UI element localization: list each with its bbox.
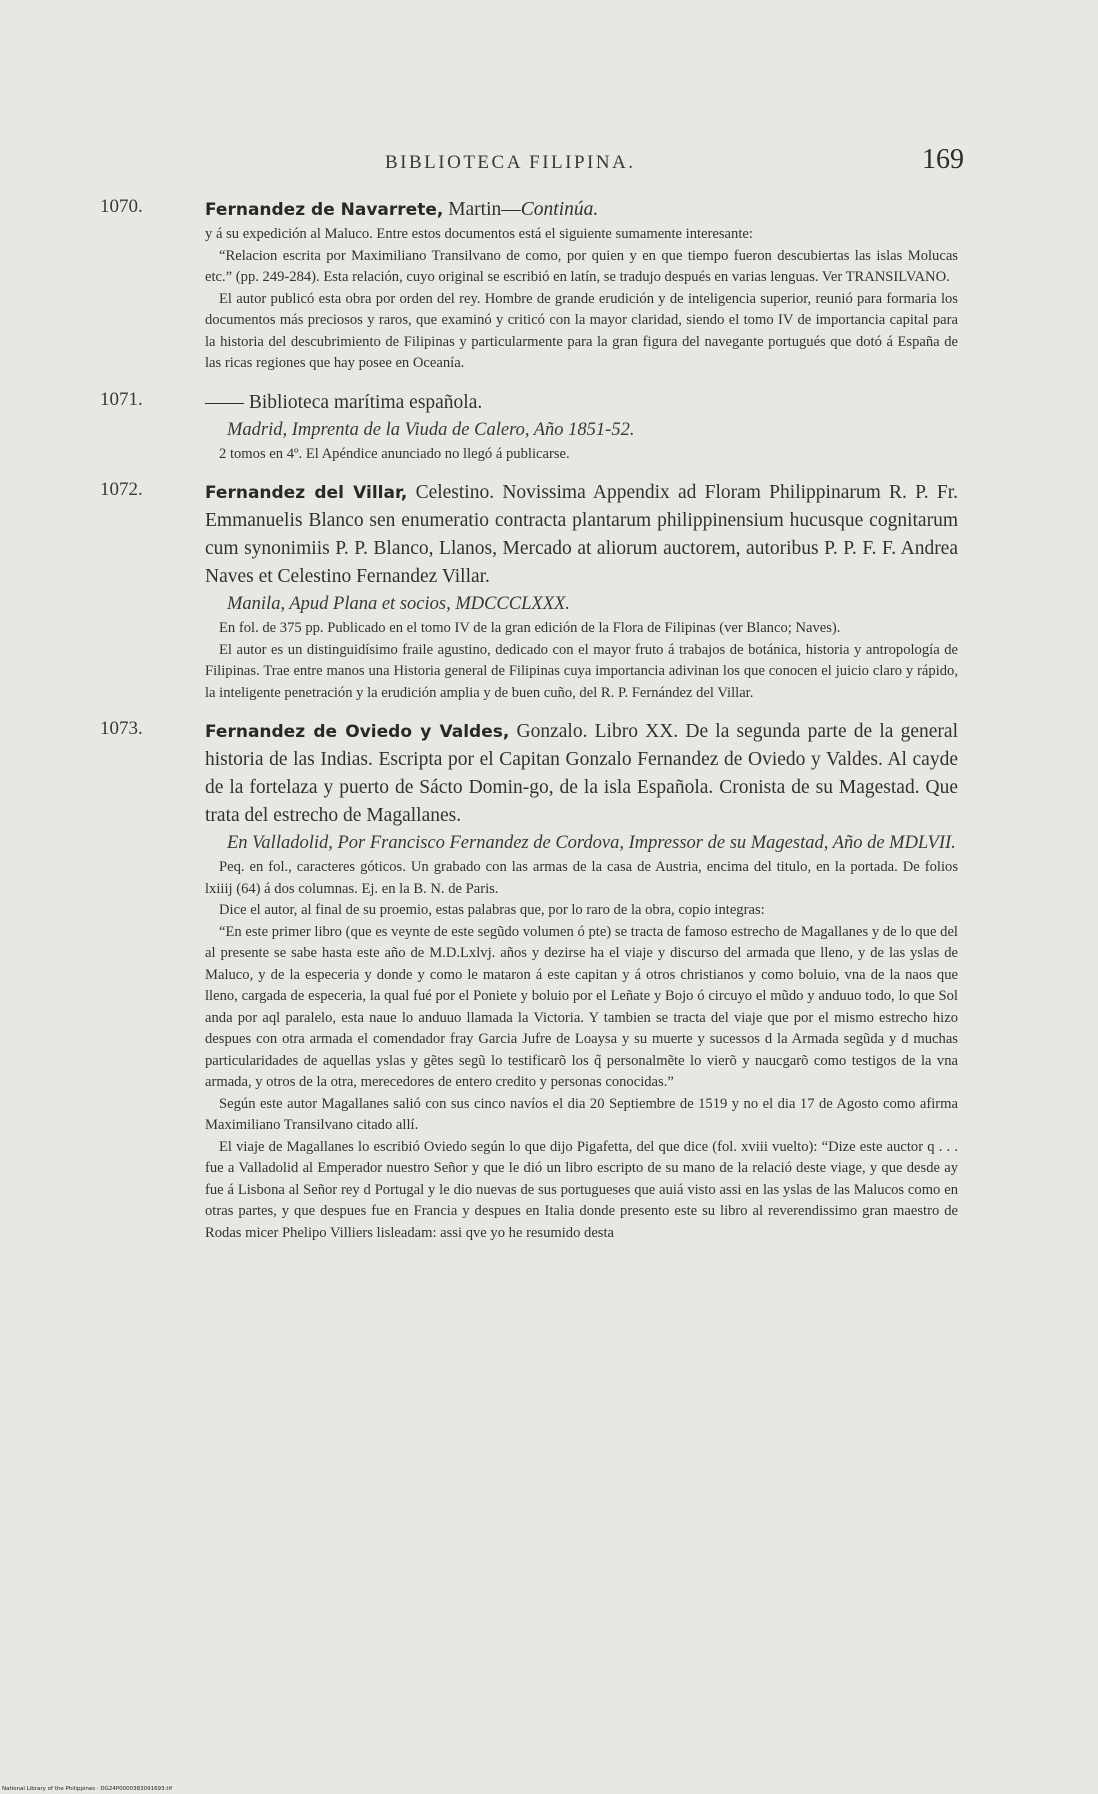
entry-number: 1073. <box>100 718 143 739</box>
entry-quote: “En este primer libro (que es veynte de este segũdo volumen ó pte) se tracta de famoso estrecho de Magallanes y de lo que del al presente se sabe hasta este año de M.D.Lxlvj. años y dezirse ha el viaje y discurso del armada que lleno, y de las yslas de Maluco, y de la especeria y donde y como le mataron á este capitan y á otros christianos y como boluio, vna de la naos que lleno, cargada de especeria, la qual fué por el Poniete y boluio por el Leñate y Bojo ó circuyo el mũdo y anduuo todo, lo que Sol anda por aql paralelo, esta naue lo anduuo llamada la Victoria. Y tambien se tracta del viaje que por el mismo estrecho hizo despues con otra armada el comendador fray Garcia Jufre de Loaysa y su muerte y sucessos d la Armada segũda y d muchas particularidades de aquellas yslas y gẽtes segũ lo testificarõ los q̃ personalmẽte lo vierõ y naucgarõ como testigos de la vna armada, y otros de la otra, merecedores de entero credito y personas conocidas.” <box>205 923 958 1090</box>
entry-paragraph: Según este autor Magallanes salió con sus cinco navíos el dia 20 Septiembre de 1519 y no el dia 17 de Agosto como afirma Maximiliano Transilvano citado allí. <box>205 1095 958 1133</box>
entry-paragraph: El viaje de Magallanes lo escribió Oviedo según lo que dijo Pigafetta, del que dice (fol. xviii vuelto): “Dize este auctor q . . . fue a Valladolid al Emperador nuestro Señor y que le dió un libro escripto de su mano de la relació deste viage, y que desde ay fue á Lisbona al Señor rey d Portugal y le dio nuevas de sus portugueses que auiá visto assi en las yslas de las Malucos como en otras partes, y que despues fue en Francia y despues en Italia donde presento este su libro al reverendissimo gran maestro de Rodas micer Phelipo Villiers lisleadam: assi qve yo he resumido desta <box>205 1138 958 1241</box>
author-forename: Martin— <box>448 199 521 220</box>
author-name: Fernandez de Navarrete, <box>205 200 444 220</box>
entry-paragraph: Dice el autor, al final de su proemio, estas palabras que, por lo raro de la obra, copio integras: <box>219 902 765 918</box>
page-number: 169 <box>922 144 964 175</box>
entry-1071 <box>100 388 958 466</box>
entry-paragraph: y á su expedición al Maluco. Entre estos documentos está el siguiente sumamente interesante: <box>205 226 753 242</box>
entry-1073 <box>100 718 959 1244</box>
scan-credit: National Library of the Philippines · DG24P0000383091693.tif <box>2 1786 173 1792</box>
entry-title: Celestino. Novissima Appendix ad Floram Philippinarum R. P. Fr. Emmanuelis Blanco sen enumeratio contracta plantarum philippinensium hucusque cognitarum cum synonimiis P. P. Blanco, Llanos, Mercado at aliorum auctorem, autoribus P. P. F. F. Andrea Naves et Celestino Fernandez Villar. <box>205 482 959 587</box>
entry-paragraph: El autor publicó esta obra por orden del rey. Hombre de grande erudición y de inteligencia superior, reunió para formaria los documentos más preciosos y raros, que examinó y criticó con la mayor claridad, siendo el tomo IV de importancia capital para la historia del descubrimiento de Filipinas y particularmente para la gran figura del navegante portugués que dotó á España de las ricas regiones que hay posee en Oceanía. <box>205 290 958 371</box>
page-header <box>0 146 1098 186</box>
imprint: Manila, Apud Plana et socios, MDCCCLXXX. <box>227 594 570 614</box>
entry-number: 1072. <box>100 479 143 500</box>
page-body <box>100 196 959 1244</box>
imprint: En Valladolid, Por Francisco Fernandez de Cordova, Impressor de su Magestad, Año de MDLVII. <box>227 833 956 853</box>
imprint: Madrid, Imprenta de la Viuda de Calero, Año 1851-52. <box>227 419 635 440</box>
entry-number: 1070. <box>100 196 143 217</box>
entry-number: 1071. <box>100 388 143 410</box>
entry-heading: —— Biblioteca marítima española. <box>205 391 483 413</box>
entry-paragraph: En fol. de 375 pp. Publicado en el tomo IV de la gran edición de la Flora de Filipinas (ver Blanco; Naves). <box>219 620 841 636</box>
entry-note: 2 tomos en 4º. El Apéndice anunciado no llegó á publicarse. <box>219 445 570 462</box>
entry-1072 <box>100 479 959 704</box>
author-name: Fernandez del Villar, <box>205 483 408 503</box>
running-title: BIBLIOTECA FILIPINA. <box>385 152 636 173</box>
entry-1070 <box>100 196 958 375</box>
entry-title: Gonzalo. Libro XX. De la segunda parte de la general historia de las Indias. Escripta por el Capitan Gonzalo Fernandez de Oviedo y Valdes. Al cayde de la fortelaza y puerto de Sácto Domin-go, de la isla Española. Cronista de su Magestad. Que trata del estrecho de Magallanes. <box>205 721 959 826</box>
entry-heading <box>205 479 958 591</box>
entry-paragraph: “Relacion escrita por Maximiliano Transilvano de como, por quien y en que tiempo fueron descubiertas las islas Molucas etc.” (pp. 249-284). Esta relación, cuyo original se escribió en latín, se tradujo después en varias lenguas. Ver TRANSILVANO. <box>205 247 958 285</box>
entry-heading <box>205 196 958 224</box>
continued-note: Continúa. <box>520 199 599 220</box>
entry-heading <box>205 718 958 830</box>
author-name: Fernandez de Oviedo y Valdes, <box>205 722 510 742</box>
entry-paragraph: Peq. en fol., caracteres góticos. Un grabado con las armas de la casa de Austria, encima del titulo, en la portada. De folios lxiiij (64) á dos columnas. Ej. en la B. N. de Paris. <box>205 859 958 897</box>
entry-paragraph: El autor es un distinguidísimo fraile agustino, dedicado con el mayor fruto á trabajos de botánica, historia y antropología de Filipinas. Trae entre manos una Historia general de Filipinas cuya importancia adivinan los que conocen el juicio claro y rápido, la inteligente penetración y la erudición amplia y de buen cuño, del R. P. Fernández del Villar. <box>205 641 958 701</box>
